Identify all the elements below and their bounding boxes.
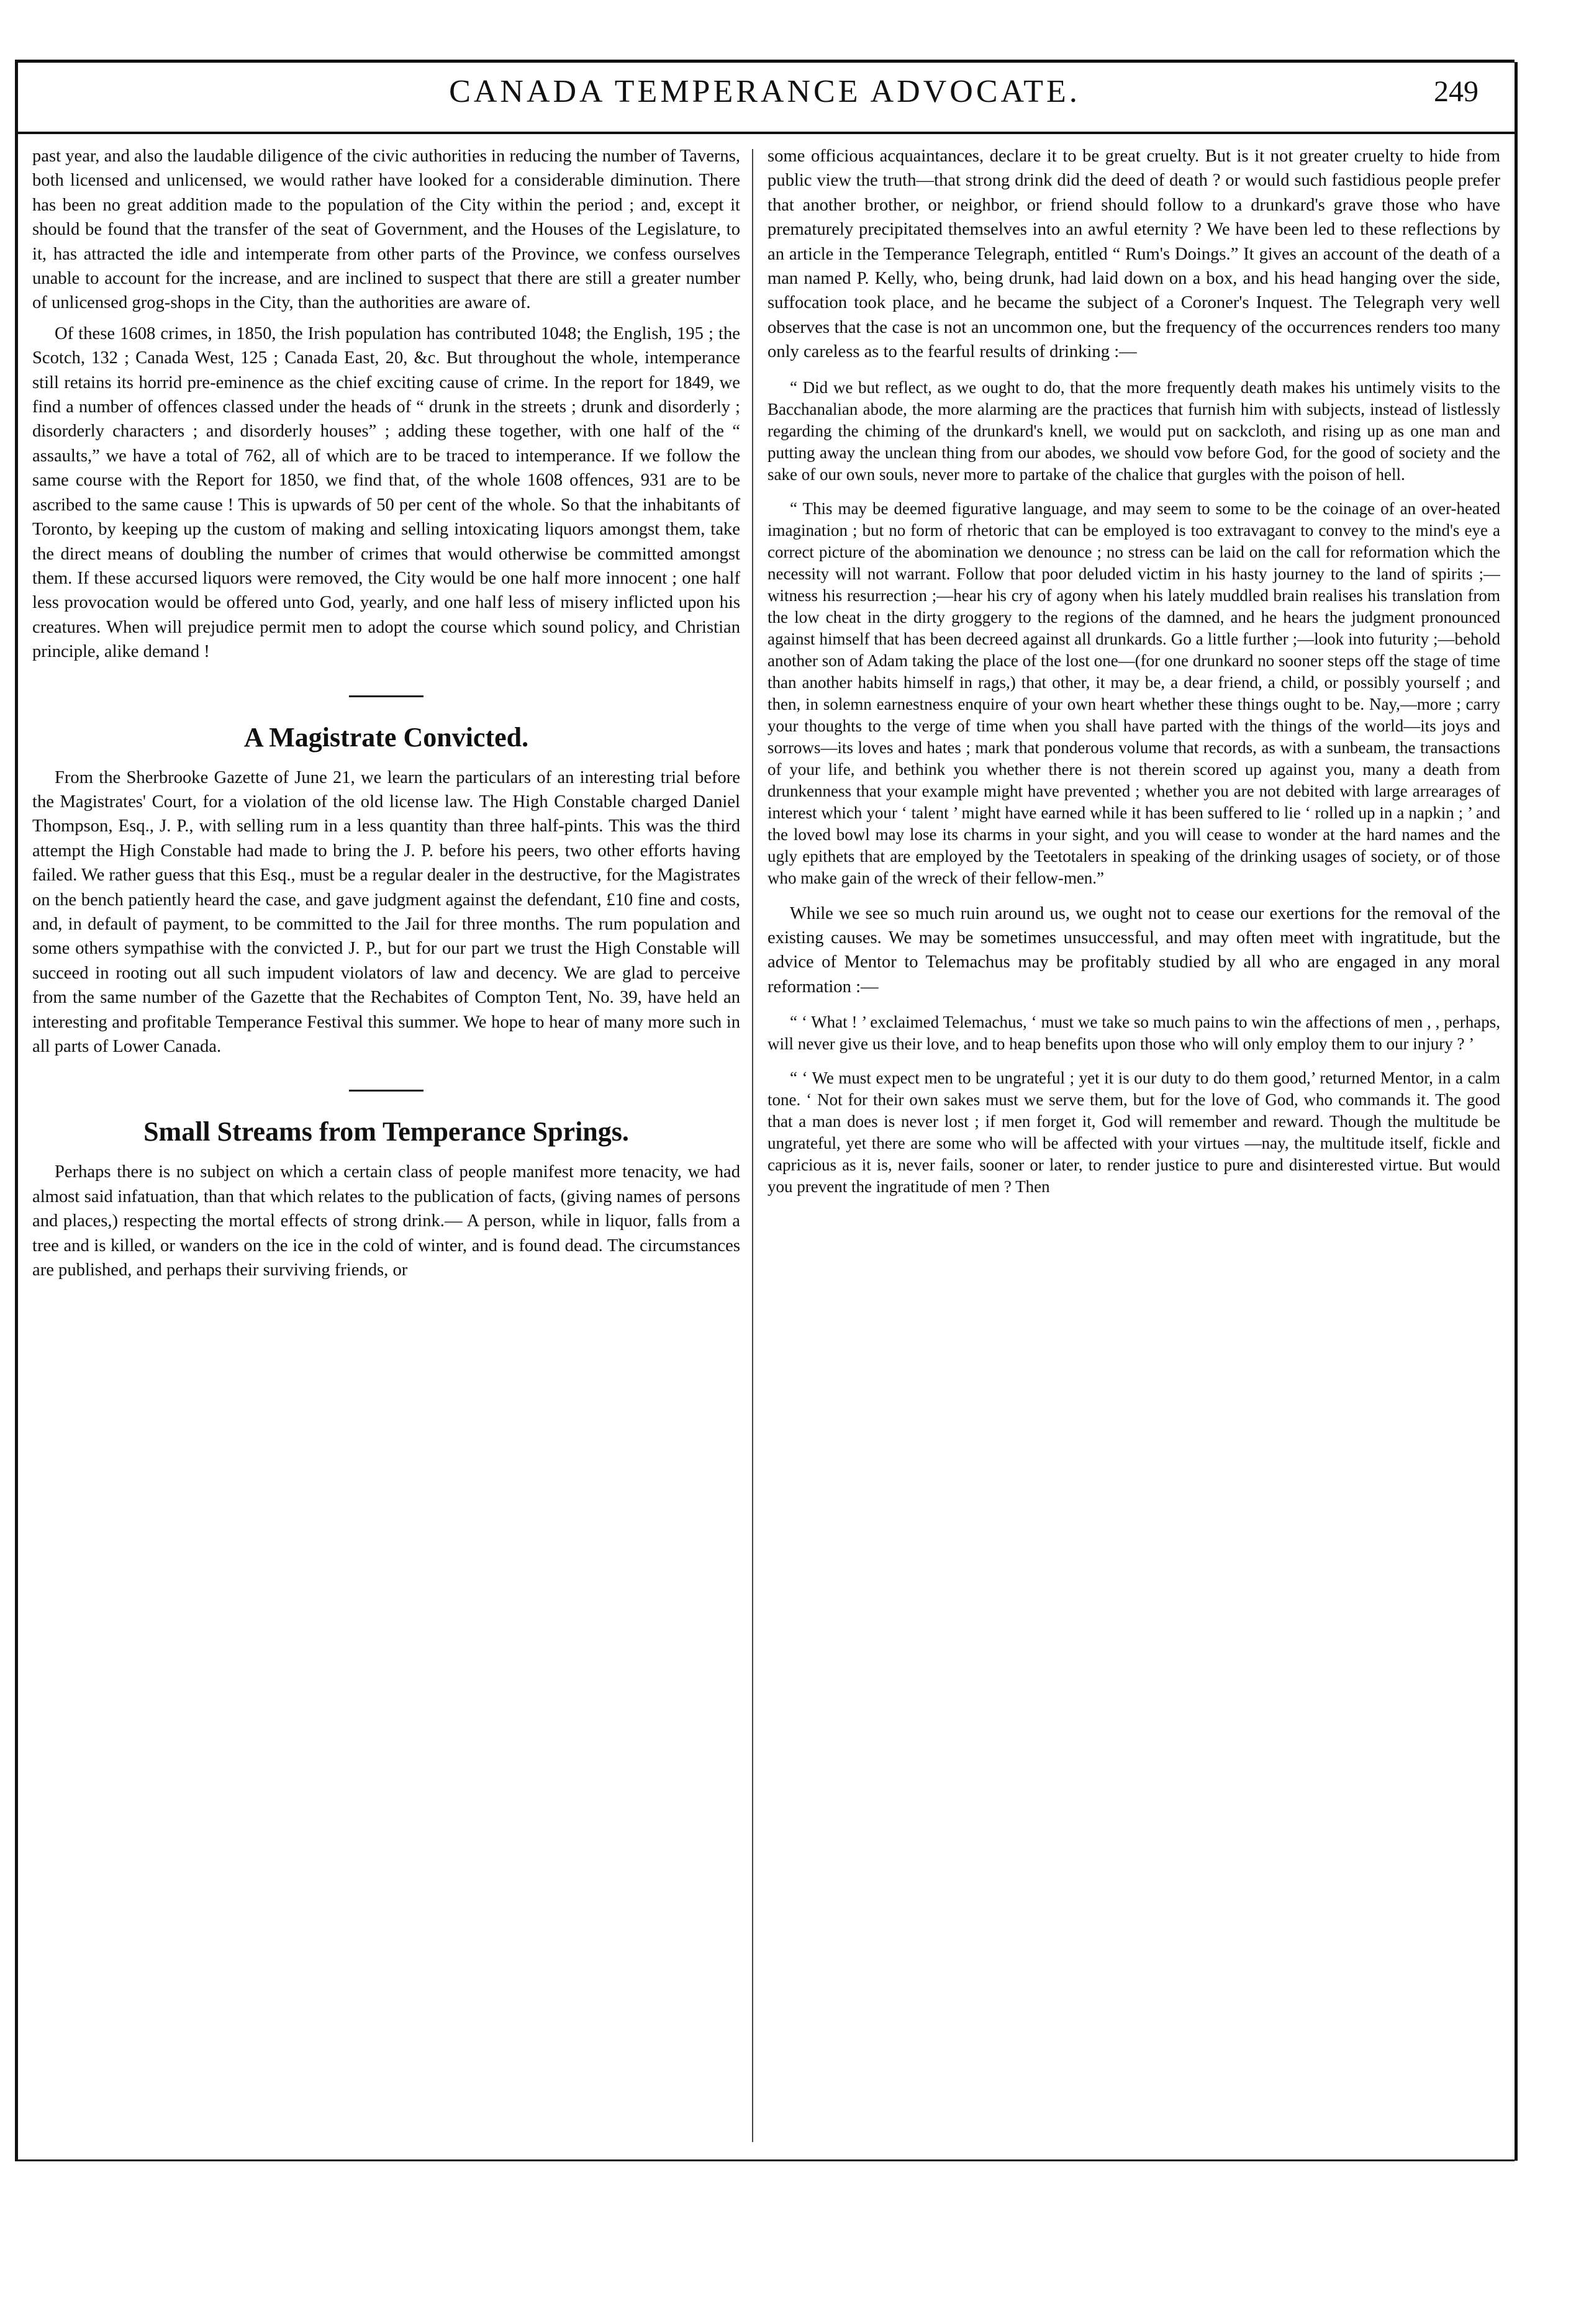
section-divider — [349, 1090, 423, 1092]
right-column — [768, 144, 1500, 2143]
article-heading: Small Streams from Temperance Springs. — [143, 1116, 629, 1147]
paragraph: While we see so much ruin around us, we ought not to cease our exertions for the removal of the existing causes. We may be sometimes unsuccessful, and may often meet with ingratitude, but the advice of Mentor to Telemachus may be profitably studied by all who are engaged in any moral reformation :— — [768, 903, 1500, 997]
running-title: CANADA TEMPERANCE ADVOCATE. — [449, 74, 1080, 109]
quoted-paragraph: “ ‘ We must expect men to be ungrateful ; yet it is our duty to do them good,’ returned Mentor, in a calm tone. ‘ Not for their own sakes must we serve them, but for the love of God, who commands it. The good that a man does is never lost ; if men forget it, God will remember and reward. Though the multitude be ungrateful, yet there are some who will be affected with your virtues —nay, the multitude itself, fickle and capricious as it is, never fails, sooner or later, to render justice to pure and disinterested virtue. But would you prevent the ingratitude of men ? Then — [768, 1069, 1500, 1196]
bottom-rule — [15, 2159, 1515, 2161]
column-rule — [752, 149, 753, 2142]
quoted-paragraph: “ This may be deemed figurative language, and may seem to some to be the coinage of an over-heated imagination ; but no form of rhetoric that can be employed is too extravagant to convey to the mind's eye a correct picture of the abomination we denounce ; no stress can be laid on the call for reformation which the necessity will not warrant. Follow that poor deluded victim in his hasty journey to the land of spirits ;—witness his resurrection ;—hear his cry of agony when his lately muddled brain realises his translation from the low cheat in the dirty groggery to the regions of the damned, and he hears the judgment pronounced against himself that has been decreed against all drunkards. Go a little further ;—look into futurity ;—behold another son of Adam taking the place of the lost one—(for one drunkard no sooner steps off the stage of time than another habits himself in rags,) that other, it may be, a dear friend, a child, or possibly yourself ; and then, in solemn earnestness enquire of your own heart whether these things ought to be. Nay,—more ; carry your thoughts to the verge of time when you shall have parted with the things of the world—its joys and sorrows—its loves and hates ; mark that ponderous volume that records, as with a sunbeam, the transactions of your life, and bethink you whether there is not therein scored up against you, many a death from drunkenness that your example might have prevented ; whether you are not debited with large arrearages of interest which your ‘ talent ’ might have earned while it has been suffered to lie ‘ rolled up in a napkin ; ’ and the loved bowl may lose its charms in your sight, and you will cease to wonder at the hard names and the ugly epithets that are employed by the Teetotalers in speaking of the drinking usages of society, or of those who make gain of the wreck of their fellow-men.” — [768, 499, 1500, 887]
paragraph: Of these 1608 crimes, in 1850, the Irish population has contributed 1048; the English, 195 ; the Scotch, 132 ; Canada West, 125 ; Canada East, 20, &c. But throughout the whole, intemperance still retains its horrid pre-eminence as the chief exciting cause of crime. In the report for 1849, we find a number of offences classed under the heads of “ drunk in the streets ; drunk and disorderly ; disorderly characters ; and disorderly houses” ; adding these together, with one half of the “ assaults,” we have a total of 762, all of which are to be traced to intemperance. If we follow the same course with the Report for 1850, we find that, of the whole 1608 offences, 931 are to be ascribed to the same cause ! This is upwards of 50 per cent of the whole. So that the inhabitants of Toronto, by keeping up the custom of making and selling intoxicating liquors amongst them, take the direct means of doubling the number of crimes that would otherwise be committed amongst them. If these accursed liquors were removed, the City would be one half more innocent ; one half less provocation would be offered unto God, yearly, and one half less of misery inflicted upon his creatures. When will prejudice permit men to adopt the course which sound policy, and Christian principle, alike demand ! — [32, 323, 740, 662]
section-divider — [349, 695, 423, 697]
page-header — [15, 62, 1515, 134]
article-heading: A Magistrate Convicted. — [243, 721, 529, 753]
left-column — [32, 144, 740, 2143]
paragraph: some officious acquaintances, declare it to be great cruelty. But is it not greater cruelty to hide from public view the truth—that strong drink did the deed of death ? or would such fastidious people prefer that another brother, or neighbor, or friend should follow to a drunkard's grave those who have prematurely precipitated themselves into an awful eternity ? We have been led to these reflections by an article in the Temperance Telegraph, entitled “ Rum's Doings.” It gives an account of the death of a man named P. Kelly, who, being drunk, had laid down on a box, and his head hanging over the side, suffocation took place, and he became the subject of a Coroner's Inquest. The Telegraph very well observes that the case is not an uncommon one, but the frequency of the occurrences renders too many only careless as to the fearful results of drinking :— — [768, 147, 1500, 362]
quoted-paragraph: “ ‘ What ! ’ exclaimed Telemachus, ‘ must we take so much pains to win the affections of men , , perhaps, will never give us their love, and to heap benefits upon those who will only employ them to our injury ? ’ — [768, 1013, 1500, 1054]
quoted-paragraph: “ Did we but reflect, as we ought to do, that the more frequently death makes his untimely visits to the Bacchanalian abode, the more alarming are the practices that furnish him with subjects, instead of listlessly regarding the chiming of the drunkard's knell, we would put on sackcloth, and rising up as one man and putting away the unclean thing from our abodes, we should vow before God, for the good of society and the sake of our own souls, never more to partake of the chalice that gurgles with the poison of hell. — [768, 378, 1500, 484]
paragraph: Perhaps there is no subject on which a certain class of people manifest more tenacity, we had almost said infatuation, than that which relates to the publication of facts, (giving names of persons and places,) respecting the mortal effects of strong drink.— A person, while in liquor, falls from a tree and is killed, or wanders on the ice in the cold of winter, and is found dead. The circumstances are published, and perhaps their surviving friends, or — [32, 1162, 740, 1280]
page-number: 249 — [1434, 75, 1479, 108]
paragraph: From the Sherbrooke Gazette of June 21, we learn the particulars of an interesting trial before the Magistrates' Court, for a violation of the old license law. The High Constable charged Daniel Thompson, Esq., J. P., with selling rum in a less quantity than three half-pints. This was the third attempt the High Constable had made to bring the J. P. before his peers, two other efforts having failed. We rather guess that this Esq., must be a regular dealer in the destructive, for the Magistrates on the bench patiently heard the case, and gave judgment against the defendant, £10 fine and costs, and, in default of payment, to be committed to the Jail for three months. The rum population and some others sympathise with the convicted J. P., but for our part we trust the High Constable will succeed in rooting out all such impudent violators of law and decency. We are glad to perceive from the same number of the Gazette that the Rechabites of Compton Tent, No. 39, have held an interesting and profitable Temperance Festival this summer. We hope to hear of many more such in all parts of Lower Canada. — [32, 767, 740, 1056]
paragraph: past year, and also the laudable diligence of the civic authorities in reducing the number of Taverns, both licensed and unlicensed, we would rather have looked for a considerable diminution. There has been no great addition made to the population of the City within the period ; and, except it should be found that the transfer of the seat of Government, and the Houses of the Legislature, to it, has attracted the idle and intemperate from other parts of the Province, we confess ourselves unable to account for the increase, and are inclined to suspect that there are still a greater number of unlicensed grog-shops in the City, than the authorities are aware of. — [32, 147, 740, 313]
